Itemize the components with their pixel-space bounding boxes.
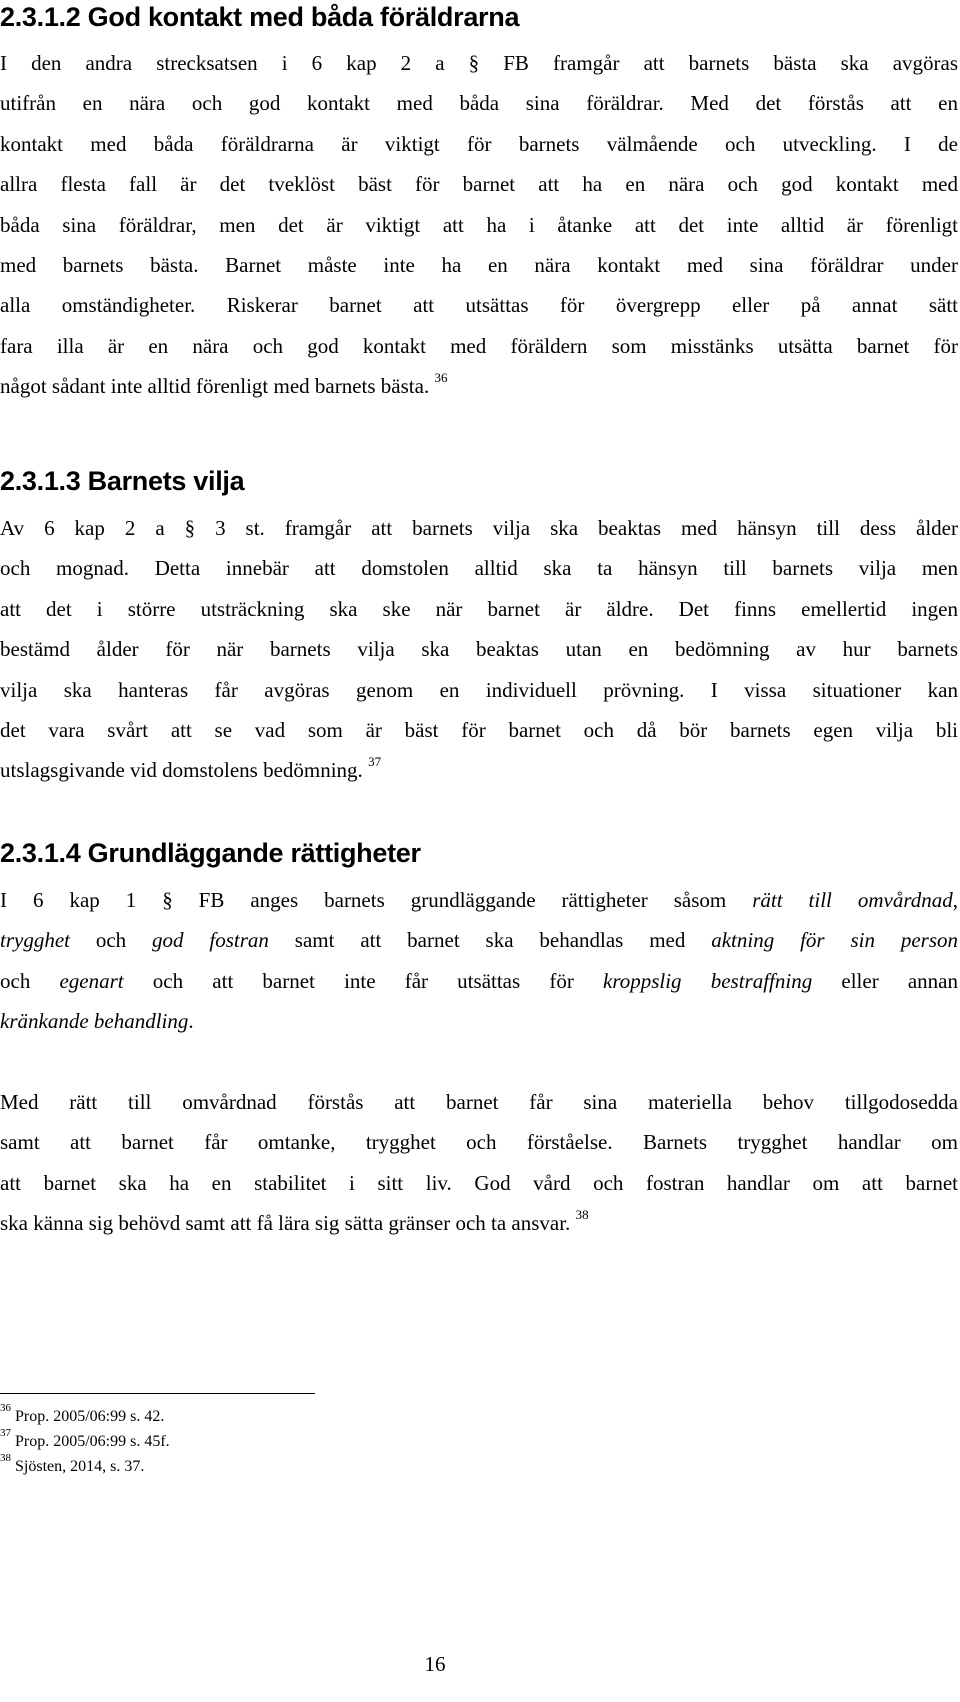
text-segment: båda sina föräldrar, men det är viktigt att ha i åtanke att det inte alltid är förenligt [0,212,958,237]
text-line [0,124,958,164]
footnote-number: 37 [0,1427,11,1439]
footnote-text: Sjösten, 2014, s. 37. [15,1458,145,1475]
text-line [0,1082,958,1122]
text-line [0,629,958,669]
text-line [0,43,958,83]
text-segment: utslagsgivande vid domstolens bedömning. [0,758,363,783]
text-segment: , [952,888,958,912]
text-segment: utifrån en nära och god kontakt med båda sina föräldrar. Med det förstås att en [0,91,958,116]
footnote [0,1452,145,1476]
text-line [0,366,958,406]
text-segment: och mognad. Detta innebär att domstolen alltid ska ta hänsyn till barnets vilja men [0,556,958,581]
paragraph [0,1082,958,1244]
text-line [0,548,958,588]
text-segment: något sådant inte alltid förenligt med barnets bästa. [0,374,430,399]
italic-text: egenart [59,968,124,993]
footnote [0,1427,170,1451]
footnote-reference[interactable]: 36 [434,370,448,386]
footnote-text: Prop. 2005/06:99 s. 45f. [15,1433,170,1450]
section-heading: 2.3.1.2 God kontakt med båda föräldrarna [0,2,520,32]
italic-text: god fostran [152,928,269,953]
text-line [0,164,958,204]
text-segment: och att barnet inte får utsättas för [123,968,603,993]
text-segment: allra flesta fall är det tveklöst bäst för barnet att ha en nära och god kontakt med [0,172,958,197]
text-segment: och [0,968,60,993]
text-line [0,1122,958,1162]
text-line [0,205,958,245]
text-line [0,670,958,710]
text-line [0,750,958,790]
text-segment: I den andra strecksatsen i 6 kap 2 a § FB framgår att barnets bästa ska avgöras [0,51,958,75]
italic-text: trygghet [0,928,70,953]
text-segment: att det i större utsträckning ska ske när barnet är äldre. Det finns emellertid ingen [0,596,958,621]
page-number: 16 [424,1652,446,1676]
text-segment: med barnets bästa. Barnet måste inte ha en nära kontakt med sina föräldrar under [0,252,958,277]
paragraph [0,508,958,791]
text-segment: att barnet ska ha en stabilitet i sitt liv. God vård och fostran handlar om att barnet [0,1170,958,1195]
text-segment: vilja ska hanteras får avgöras genom en individuell prövning. I vissa situationer kan [0,677,958,702]
section-heading: 2.3.1.3 Barnets vilja [0,466,245,496]
text-segment: alla omständigheter. Riskerar barnet att utsättas för övergrepp eller på annat sätt [0,293,958,318]
text-line [0,880,958,920]
paragraph [0,43,958,407]
footnote-number: 36 [0,1402,11,1414]
text-segment: samt att barnet får omtanke, trygghet och förståelse. Barnets trygghet handlar om [0,1130,958,1155]
text-segment: . [188,1009,194,1034]
text-line [0,508,958,548]
text-line [0,1001,958,1041]
italic-text: kränkande behandling [0,1009,189,1034]
text-line [0,1203,958,1243]
footnote [0,1402,165,1426]
footnote-text: Prop. 2005/06:99 s. 42. [15,1408,165,1425]
text-segment: Med rätt till omvårdnad förstås att barnet får sina materiella behov tillgodosedda [0,1090,958,1114]
footnote-number: 38 [0,1452,11,1464]
paragraph [0,880,958,1042]
text-segment: eller annan [812,968,959,993]
text-line [0,710,958,750]
text-segment: och [69,928,153,953]
italic-text: aktning för sin person [711,928,958,953]
text-segment: Av 6 kap 2 a § 3 st. framgår att barnets vilja ska beaktas med hänsyn till dess ålder [0,516,958,540]
text-line [0,285,958,325]
text-line [0,326,958,366]
text-line [0,83,958,123]
text-line [0,589,958,629]
footnote-reference[interactable]: 37 [368,754,382,770]
section-heading: 2.3.1.4 Grundläggande rättigheter [0,838,421,868]
footnote-reference[interactable]: 38 [575,1207,589,1223]
footnote-separator [0,1393,315,1394]
italic-text: rätt till omvårdnad [752,888,953,912]
text-segment: bestämd ålder för när barnets vilja ska beaktas utan en bedömning av hur barnets [0,637,958,662]
text-line [0,961,958,1001]
text-segment: ska känna sig behövd samt att få lära sig sätta gränser och ta ansvar. [0,1211,571,1236]
text-line [0,245,958,285]
text-segment: det vara svårt att se vad som är bäst för barnet och då bör barnets egen vilja bli [0,717,958,742]
text-segment: samt att barnet ska behandlas med [268,928,712,953]
text-line [0,1163,958,1203]
italic-text: kroppslig bestraffning [603,968,813,993]
text-segment: fara illa är en nära och god kontakt med föräldern som misstänks utsätta barnet för [0,333,958,358]
text-line [0,920,958,960]
text-segment: I 6 kap 1 § FB anges barnets grundläggande rättigheter såsom [0,888,753,912]
text-segment: kontakt med båda föräldrarna är viktigt för barnets välmående och utveckling. I de [0,131,958,156]
